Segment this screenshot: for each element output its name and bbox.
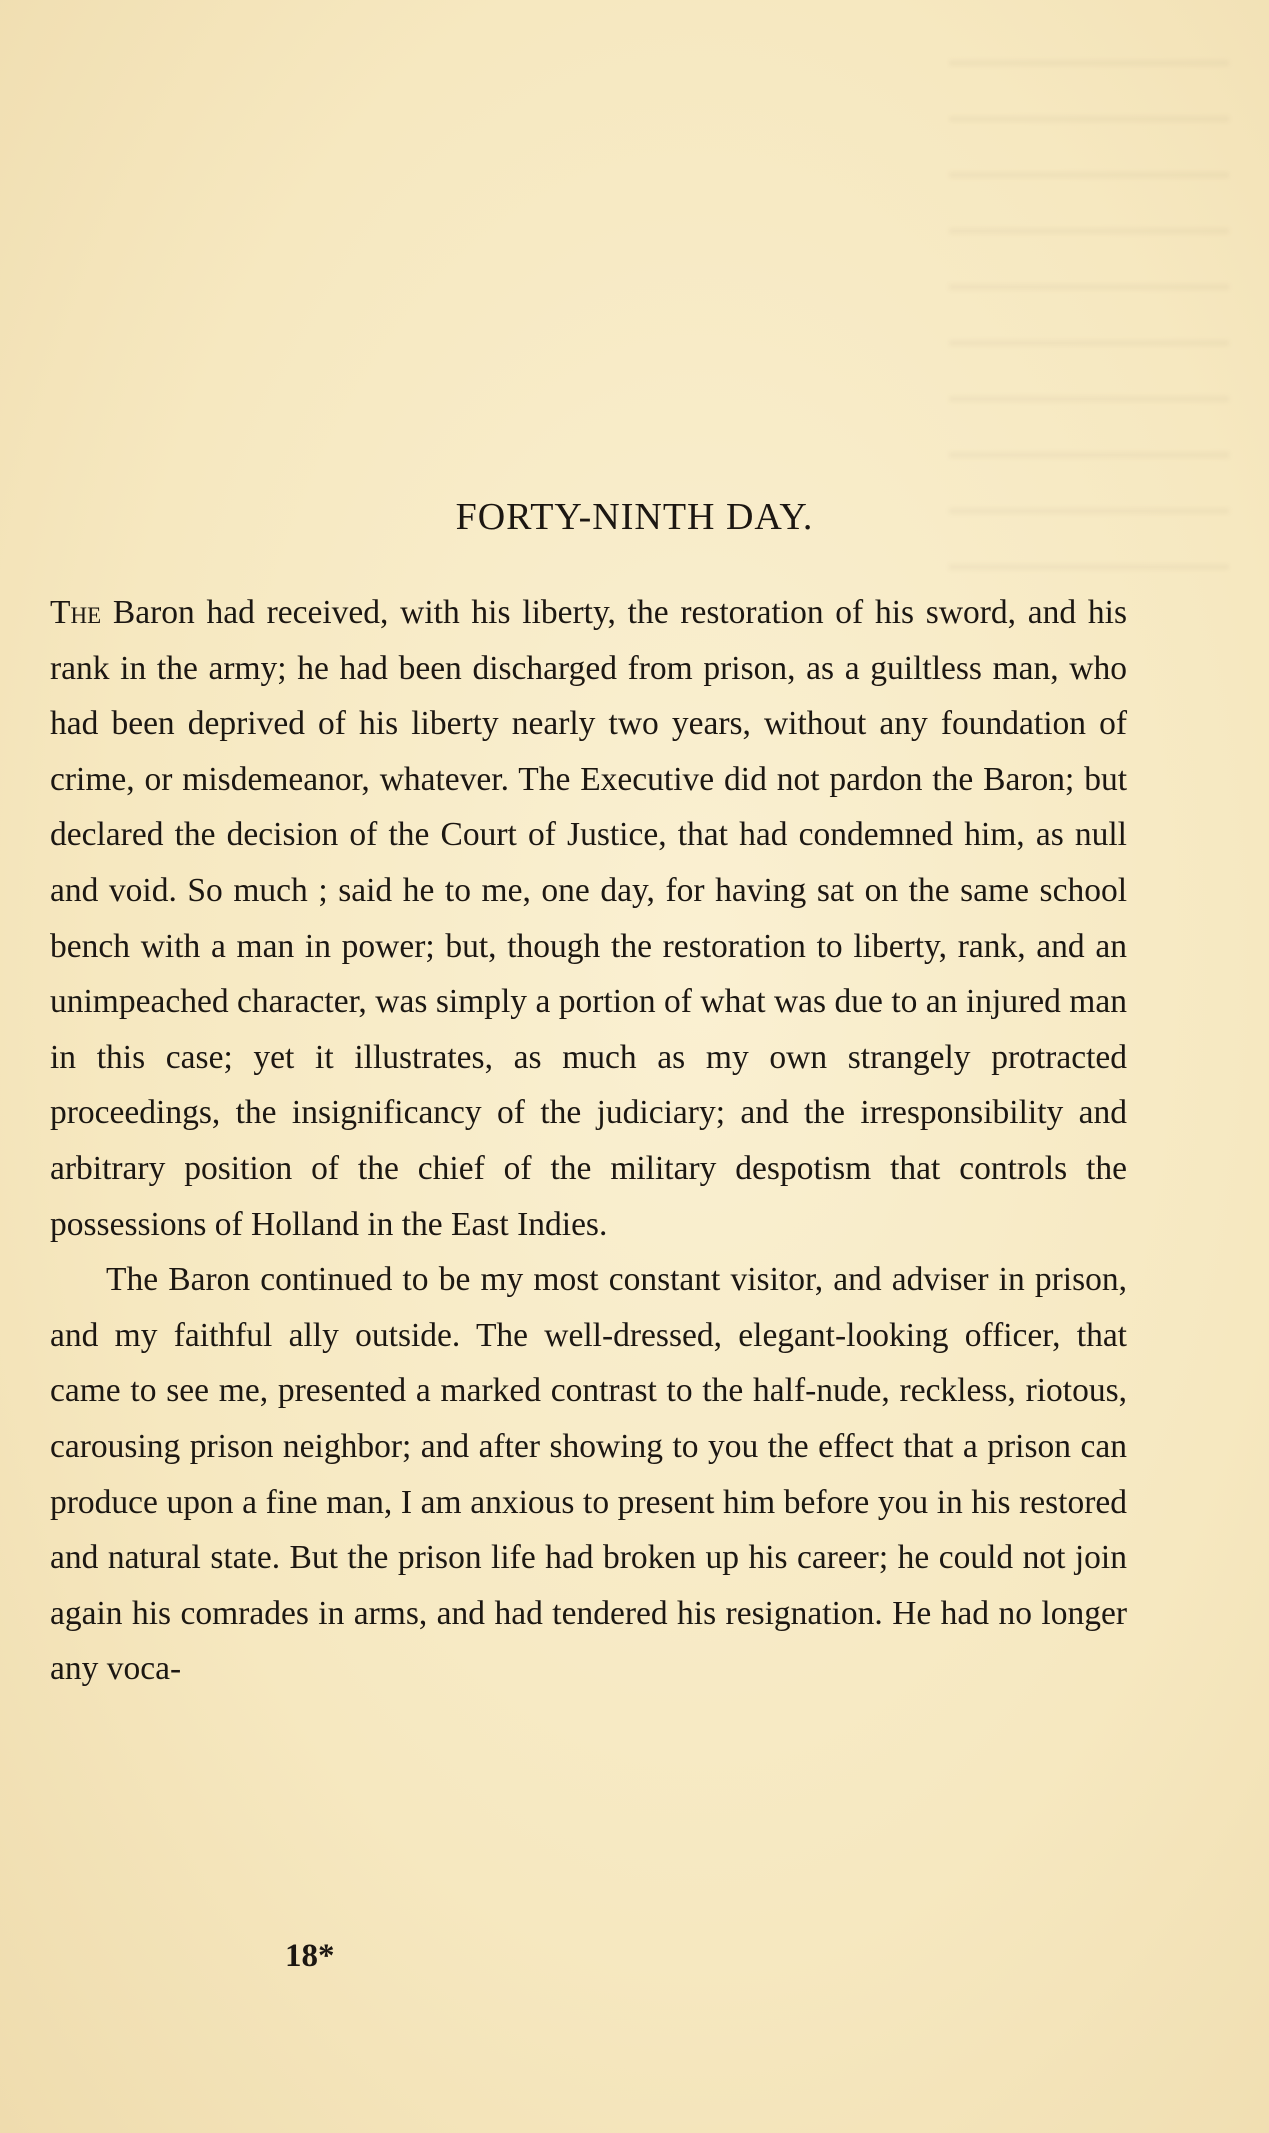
chapter-heading: FORTY-NINTH DAY. (455, 496, 814, 538)
paragraph-1-text: Baron had received, with his liberty, the restoration of his sword, and his rank in the army; he had been discharged from prison, as a guiltless man, who had been deprived of his liberty nearly two years, without any foundation of crime, or misdemeanor, whatever. The Executive did not pardon the Baron; but declared the decision of the Court of Justice, that had condemned him, as null and void. So much ; said he to me, one day, for having sat on the same school bench with a man in power; but, though the restoration to liberty, rank, and an unimpeached character, was simply a portion of what was due to an injured man in this case; yet it illustrates, as much as my own strangely protracted proceedings, the insignificancy of the judiciary; and the irresponsibility and arbitrary position of the chief of the military despotism that controls the possessions of Holland in the East Indies. (50, 594, 1127, 1243)
paragraph-2: The Baron continued to be my most constant visitor, and adviser in prison, and my faithful ally outside. The well-dressed, elegant-looking officer, that came to see me, presented a marked contrast to the half-nude, reckless, riotous, carousing prison neighbor; and after showing to you the effect that a prison can produce upon a fine man, I am anxious to present him before you in his restored and natural state. But the prison life had broken up his career; he could not join again his comrades in arms, and had tendered his resignation. He had no longer any voca- (50, 1261, 1127, 1688)
signature-mark: 18* (285, 1938, 335, 1974)
body-text (50, 585, 1127, 1697)
lead-word: The (50, 594, 102, 631)
paragraph-1 (50, 585, 1127, 1252)
